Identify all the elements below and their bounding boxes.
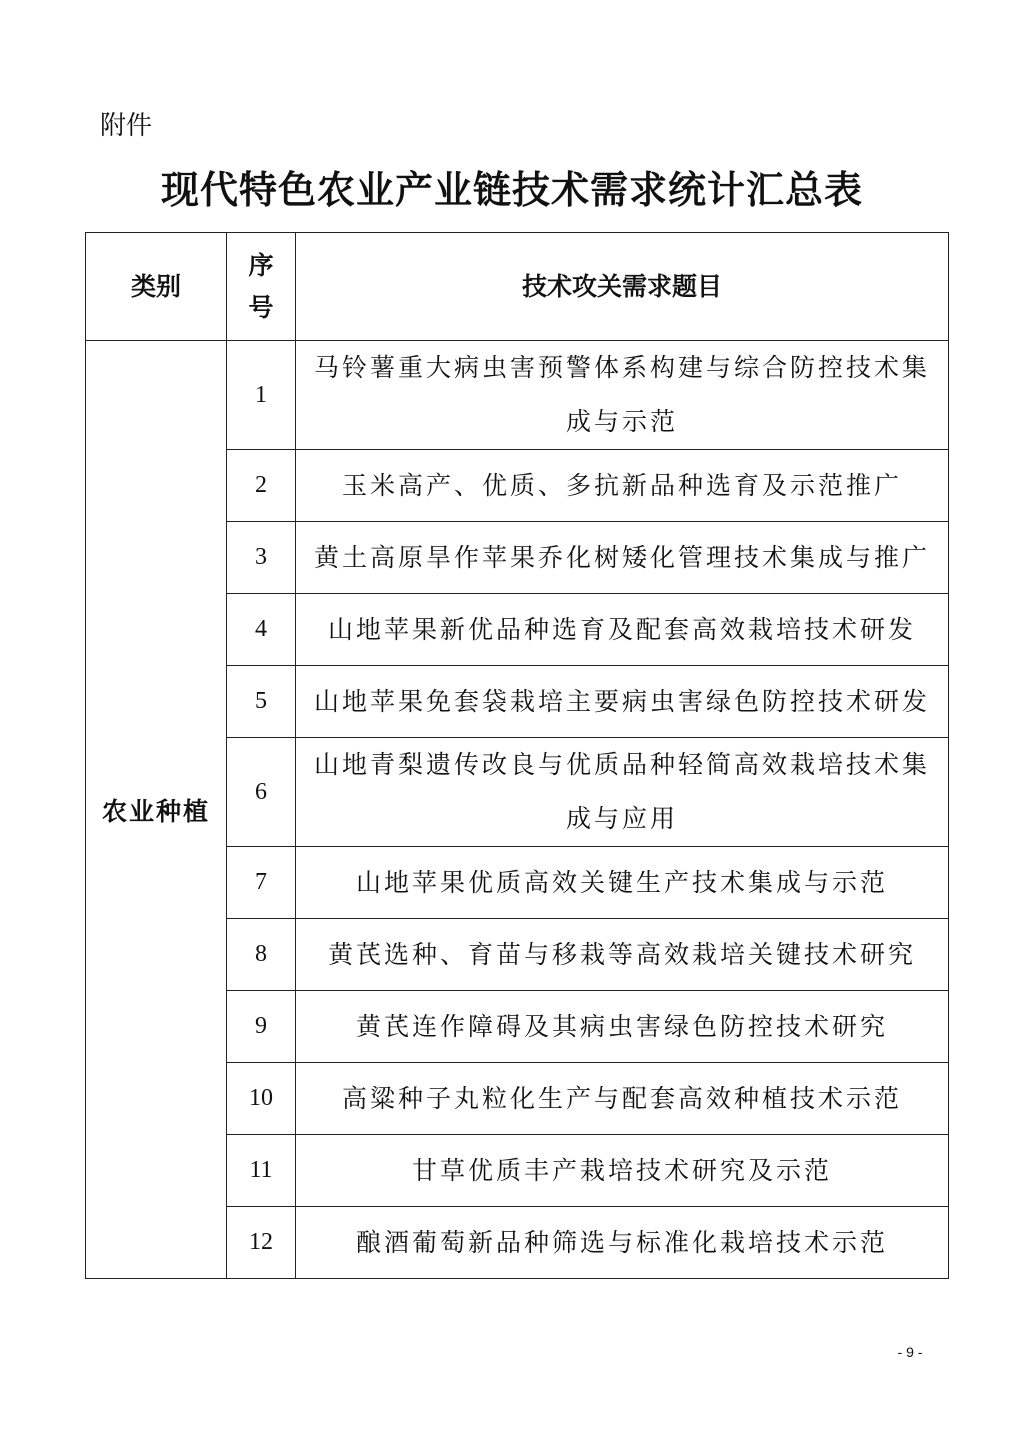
header-topic: 技术攻关需求题目 [296, 233, 949, 341]
row-topic: 黄芪连作障碍及其病虫害绿色防控技术研究 [296, 991, 949, 1063]
row-number: 5 [227, 666, 296, 738]
table-row [86, 341, 949, 450]
row-topic: 黄芪选种、育苗与移栽等高效栽培关键技术研究 [296, 919, 949, 991]
row-topic: 黄土高原旱作苹果乔化树矮化管理技术集成与推广 [296, 522, 949, 594]
row-number: 2 [227, 450, 296, 522]
row-topic: 高粱种子丸粒化生产与配套高效种植技术示范 [296, 1063, 949, 1135]
requirements-table [85, 232, 949, 1279]
row-number: 10 [227, 1063, 296, 1135]
row-number: 6 [227, 738, 296, 847]
header-number-cell [227, 233, 296, 341]
row-number: 8 [227, 919, 296, 991]
header-number: 序号 [248, 250, 274, 322]
row-topic: 山地苹果新优品种选育及配套高效栽培技术研发 [296, 594, 949, 666]
row-topic: 玉米高产、优质、多抗新品种选育及示范推广 [296, 450, 949, 522]
row-number: 11 [227, 1135, 296, 1207]
row-number: 3 [227, 522, 296, 594]
header-category: 类别 [86, 233, 227, 341]
row-number: 7 [227, 847, 296, 919]
row-number: 9 [227, 991, 296, 1063]
row-topic: 马铃薯重大病虫害预警体系构建与综合防控技术集成与示范 [296, 341, 949, 450]
row-number: 4 [227, 594, 296, 666]
row-topic: 山地苹果优质高效关键生产技术集成与示范 [296, 847, 949, 919]
page-number: - 9 - [897, 1344, 923, 1360]
row-number: 1 [227, 341, 296, 450]
row-number: 12 [227, 1207, 296, 1279]
category-cell: 农业种植 [86, 341, 227, 1279]
row-topic: 山地青梨遗传改良与优质品种轻简高效栽培技术集成与应用 [296, 738, 949, 847]
row-topic: 山地苹果免套袋栽培主要病虫害绿色防控技术研发 [296, 666, 949, 738]
row-topic: 酿酒葡萄新品种筛选与标准化栽培技术示范 [296, 1207, 949, 1279]
row-topic: 甘草优质丰产栽培技术研究及示范 [296, 1135, 949, 1207]
page-title: 现代特色农业产业链技术需求统计汇总表 [160, 168, 863, 212]
attachment-label: 附件 [100, 111, 153, 141]
table-header-row [86, 233, 949, 341]
